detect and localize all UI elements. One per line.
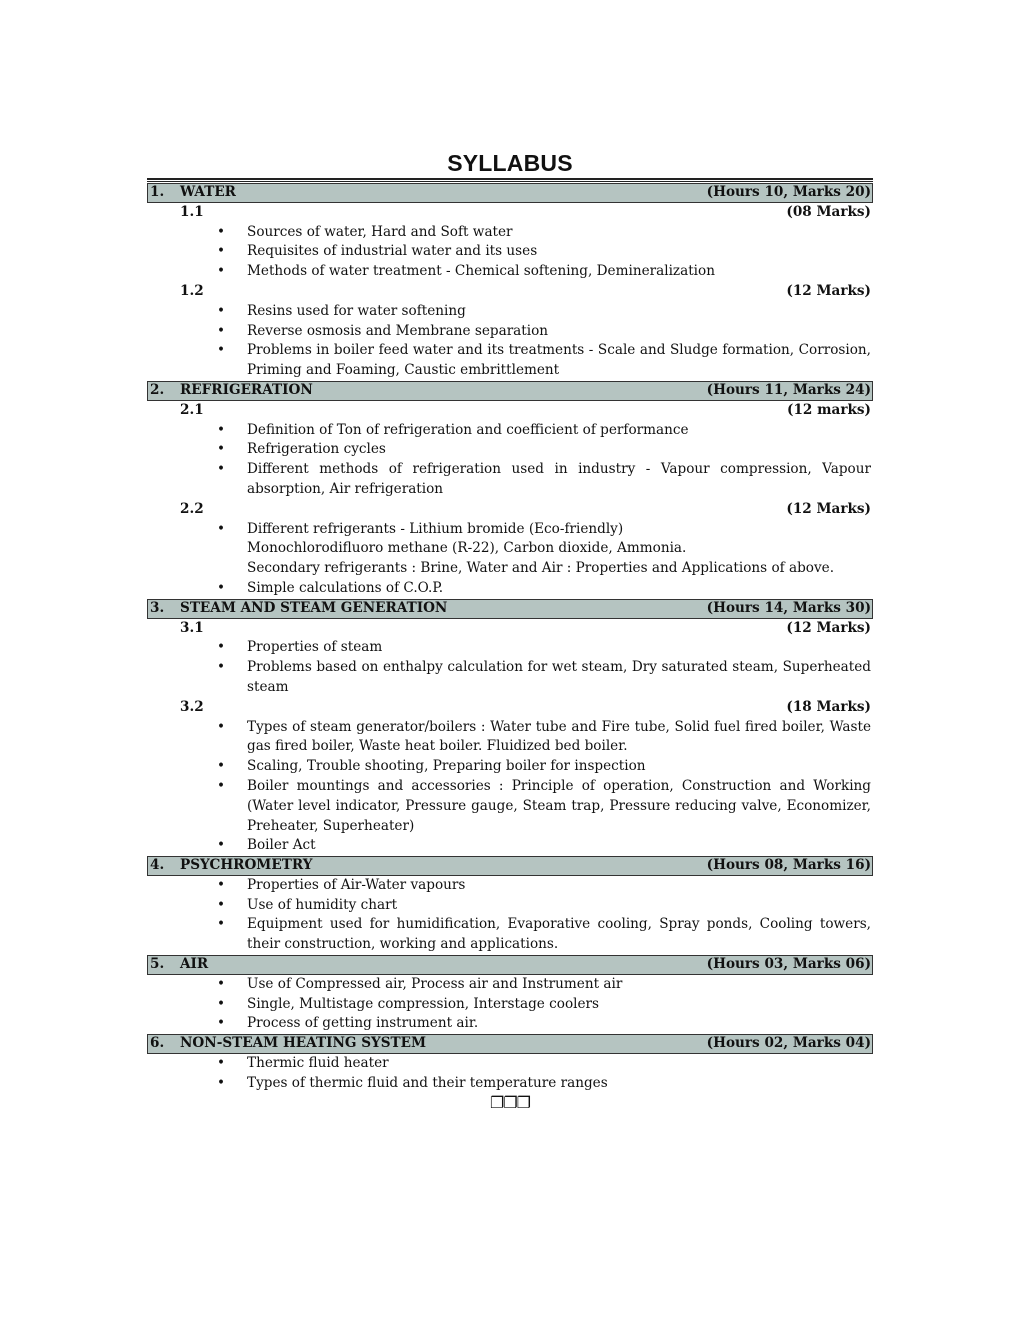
bullet-icon: •: [217, 263, 226, 280]
bullet-icon: •: [217, 342, 226, 359]
section-header: [147, 1034, 873, 1054]
syllabus-section: [147, 183, 873, 381]
bullet-icon: •: [217, 461, 226, 478]
bullet-icon: •: [217, 837, 226, 854]
subsection-header: [147, 203, 873, 223]
list-item: [147, 302, 873, 322]
list-item-text: Different methods of refrigeration used in industry - Vapour compression, Vapour absorption, Air refrigeration: [247, 461, 871, 497]
section-heading: [150, 1035, 426, 1053]
list-item-text: Single, Multistage compression, Interstage coolers: [247, 995, 599, 1012]
section-header: [147, 599, 873, 619]
subsection-marks: (12 Marks): [786, 282, 871, 299]
section-hours-marks: (Hours 03, Marks 06): [706, 956, 871, 973]
list-item: [147, 1074, 873, 1094]
list-item-text: Reverse osmosis and Membrane separation: [247, 322, 549, 339]
subsection-label: 1.2: [180, 282, 204, 299]
bullet-icon: •: [217, 579, 226, 596]
list-item-text: Process of getting instrument air.: [247, 1015, 479, 1032]
bullet-icon: •: [217, 441, 226, 458]
list-item-text: Different refrigerants - Lithium bromide (Eco-friendly): [247, 520, 624, 537]
section-number: 3.: [150, 599, 165, 616]
list-item-text: Monochlorodifluoro methane (R-22), Carbon dioxide, Ammonia.: [247, 540, 687, 557]
list-item: [147, 915, 873, 955]
section-header: [147, 381, 873, 401]
bullet-icon: •: [217, 223, 226, 240]
subsection-header: [147, 698, 873, 718]
list-item: [147, 777, 873, 836]
subsection-label: 3.2: [180, 698, 204, 715]
section-number: 4.: [150, 857, 165, 874]
section-heading: [150, 382, 313, 400]
section-header: [147, 955, 873, 975]
subsection-marks: (12 Marks): [786, 500, 871, 517]
syllabus-section: [147, 599, 873, 856]
section-heading: [150, 857, 312, 875]
section-title: STEAM AND STEAM GENERATION: [180, 599, 448, 616]
list-item-text: Equipment used for humidification, Evaporative cooling, Spray ponds, Cooling towers, their construction, working and applications.: [247, 916, 871, 953]
list-item-text: Properties of Air-Water vapours: [247, 876, 466, 893]
section-header: [147, 183, 873, 203]
section-title: WATER: [180, 184, 236, 200]
syllabus-section: [147, 1034, 873, 1093]
bullet-icon: •: [217, 718, 226, 735]
subsection-label: 1.1: [180, 203, 204, 220]
syllabus-section: [147, 856, 873, 955]
bullet-icon: •: [217, 1074, 226, 1091]
section-title: REFRIGERATION: [180, 381, 313, 398]
list-item: [147, 1054, 873, 1074]
list-item-text: Types of steam generator/boilers : Water tube and Fire tube, Solid fuel fired boiler, Waste gas fired boiler, Waste heat boiler. Fluidized bed boiler.: [247, 718, 871, 755]
list-item: [147, 322, 873, 342]
bullet-icon: •: [217, 659, 226, 676]
section-header: [147, 856, 873, 876]
list-item: [147, 440, 873, 460]
subsection-header: [147, 401, 873, 421]
section-hours-marks: (Hours 10, Marks 20): [706, 184, 871, 200]
list-item: [147, 718, 873, 758]
end-mark: ❐❐❐: [489, 1092, 531, 1112]
list-item-text: Refrigeration cycles: [247, 441, 386, 458]
section-title: PSYCHROMETRY: [180, 857, 313, 874]
list-item-text: Thermic fluid heater: [247, 1055, 389, 1072]
list-item-text: Use of humidity chart: [247, 896, 398, 913]
list-item: [147, 460, 873, 500]
subsection-header: [147, 500, 873, 520]
list-item-text: Methods of water treatment - Chemical softening, Demineralization: [247, 263, 715, 280]
bullet-icon: •: [217, 302, 226, 319]
section-title: AIR: [180, 956, 209, 973]
list-item: [147, 876, 873, 896]
subsection-header: [147, 282, 873, 302]
syllabus-section: [147, 955, 873, 1034]
list-item: [147, 658, 873, 698]
section-heading: [150, 600, 447, 618]
bullet-icon: •: [217, 975, 226, 992]
bullet-icon: •: [217, 243, 226, 260]
section-heading: [150, 184, 236, 202]
list-item: [147, 579, 873, 599]
section-hours-marks: (Hours 11, Marks 24): [706, 381, 871, 398]
page-title: SYLLABUS: [447, 150, 573, 176]
section-number: 5.: [150, 956, 165, 973]
subsection-label: 3.1: [180, 619, 204, 636]
subsection-marks: (12 Marks): [786, 619, 871, 636]
list-item-text: Simple calculations of C.O.P.: [247, 579, 444, 596]
list-item: [147, 341, 873, 381]
list-item-text: Problems based on enthalpy calculation for wet steam, Dry saturated steam, Superheated steam: [247, 659, 871, 695]
syllabus-content: [147, 183, 873, 1094]
list-item: [147, 223, 873, 243]
bullet-icon: •: [217, 777, 226, 794]
section-title: NON-STEAM HEATING SYSTEM: [180, 1035, 427, 1052]
subsection-label: 2.1: [180, 401, 204, 418]
subsection-marks: (18 Marks): [786, 698, 871, 715]
list-item-text: Problems in boiler feed water and its treatments - Scale and Sludge formation, Corrosion, Priming and Foaming, Caustic embrittlement: [247, 342, 871, 379]
bullet-icon: •: [217, 421, 226, 438]
list-item-text: Definition of Ton of refrigeration and coefficient of performance: [247, 421, 689, 438]
list-item: [147, 638, 873, 658]
list-item-text: Requisites of industrial water and its uses: [247, 243, 538, 260]
list-item-text: Boiler mountings and accessories : Principle of operation, Construction and Working (Water level indicator, Pressure gauge, Steam trap, Pressure reducing valve, Economizer, Preheater, Superheater): [247, 777, 871, 834]
section-number: 1.: [150, 184, 165, 200]
syllabus-section: [147, 381, 873, 599]
list-item-text: Secondary refrigerants : Brine, Water and Air : Properties and Applications of above.: [247, 560, 835, 577]
subsection-marks: (08 Marks): [786, 203, 871, 220]
list-item-text: Types of thermic fluid and their temperature ranges: [247, 1074, 608, 1091]
section-hours-marks: (Hours 14, Marks 30): [706, 599, 871, 616]
bullet-icon: •: [217, 896, 226, 913]
subsection-marks: (12 marks): [787, 401, 871, 418]
bullet-icon: •: [217, 758, 226, 775]
list-item: [147, 1014, 873, 1034]
bullet-icon: •: [217, 1055, 226, 1072]
bullet-icon: •: [217, 322, 226, 339]
subsection-header: [147, 619, 873, 639]
list-item-text: Sources of water, Hard and Soft water: [247, 223, 513, 240]
bullet-icon: •: [217, 916, 226, 933]
bullet-icon: •: [217, 876, 226, 893]
bullet-icon: •: [217, 520, 226, 537]
list-item: [147, 757, 873, 777]
section-hours-marks: (Hours 08, Marks 16): [706, 857, 871, 874]
list-item-text: Resins used for water softening: [247, 302, 466, 319]
section-hours-marks: (Hours 02, Marks 04): [706, 1035, 871, 1052]
bullet-icon: •: [217, 639, 226, 656]
bullet-icon: •: [217, 1015, 226, 1032]
syllabus-page: [147, 150, 873, 1112]
list-item-text: Properties of steam: [247, 639, 383, 656]
bullet-icon: •: [217, 995, 226, 1012]
section-number: 2.: [150, 381, 165, 398]
list-item-text: Scaling, Trouble shooting, Preparing boiler for inspection: [247, 758, 646, 775]
list-item: [147, 896, 873, 916]
list-item: [147, 520, 873, 579]
list-item-text: Boiler Act: [247, 837, 316, 854]
list-item-text: Use of Compressed air, Process air and Instrument air: [247, 975, 623, 992]
list-item: [147, 995, 873, 1015]
subsection-label: 2.2: [180, 500, 204, 517]
list-item: [147, 975, 873, 995]
list-item: [147, 262, 873, 282]
list-item: [147, 836, 873, 856]
section-heading: [150, 956, 208, 974]
section-number: 6.: [150, 1035, 165, 1052]
title-divider: [147, 178, 873, 182]
list-item: [147, 421, 873, 441]
list-item: [147, 242, 873, 262]
